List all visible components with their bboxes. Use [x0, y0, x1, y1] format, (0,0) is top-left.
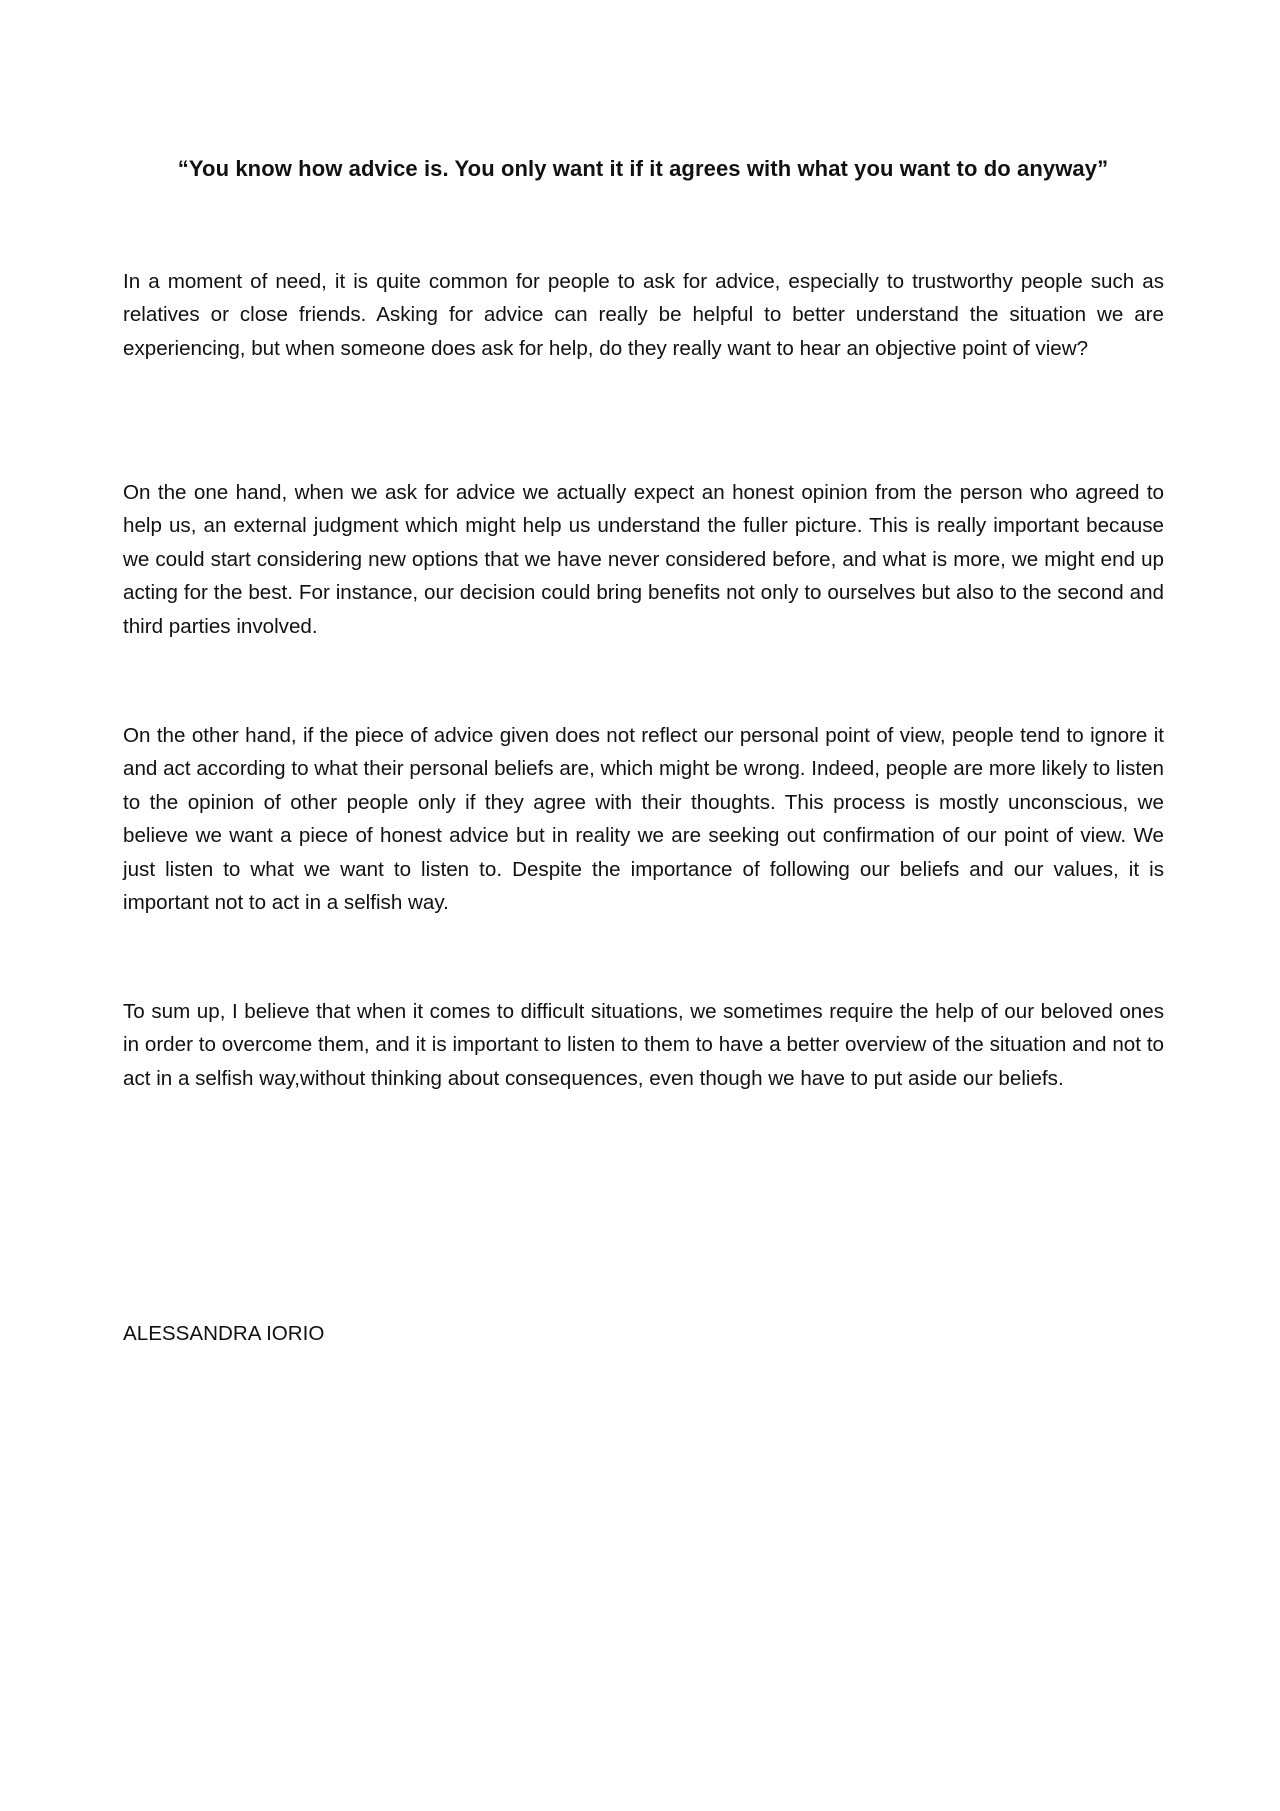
paragraph-other-hand: On the other hand, if the piece of advice given does not reflect our personal point of view, people tend to ignore it and act according to what their personal beliefs are, which might be wrong. Indeed, people are more likely to listen to the opinion of other people only if they agree with their thoughts. This process is mostly unconscious, we believe we want a piece of honest advice but in reality we are seeking out confirmation of our point of view. We just listen to what we want to listen to. Despite the importance of following our beliefs and our values, it is important not to act in a selfish way. — [123, 724, 1164, 915]
paragraph-one-hand: On the one hand, when we ask for advice we actually expect an honest opinion from the person who agreed to help us, an external judgment which might help us understand the fuller picture. This is really important because we could start considering new options that we have never considered before, and what is more, we might end up acting for the best. For instance, our decision could bring benefits not only to ourselves but also to the second and third parties involved. — [123, 481, 1164, 638]
paragraph-conclusion: To sum up, I believe that when it comes to difficult situations, we sometimes require the help of our beloved ones in order to overcome them, and it is important to listen to them to have a better overview of the situation and not to act in a selfish way,without thinking about consequences, even though we have to put aside our beliefs. — [123, 1000, 1164, 1090]
author-name: ALESSANDRA IORIO — [123, 1322, 325, 1345]
paragraph-introduction: In a moment of need, it is quite common for people to ask for advice, especially to trustworthy people such as relatives or close friends. Asking for advice can really be helpful to better understand the situation we are experiencing, but when someone does ask for help, do they really want to hear an objective point of view? — [123, 270, 1164, 360]
essay-title: “You know how advice is. You only want it if it agrees with what you want to do anyway” — [177, 156, 1109, 181]
